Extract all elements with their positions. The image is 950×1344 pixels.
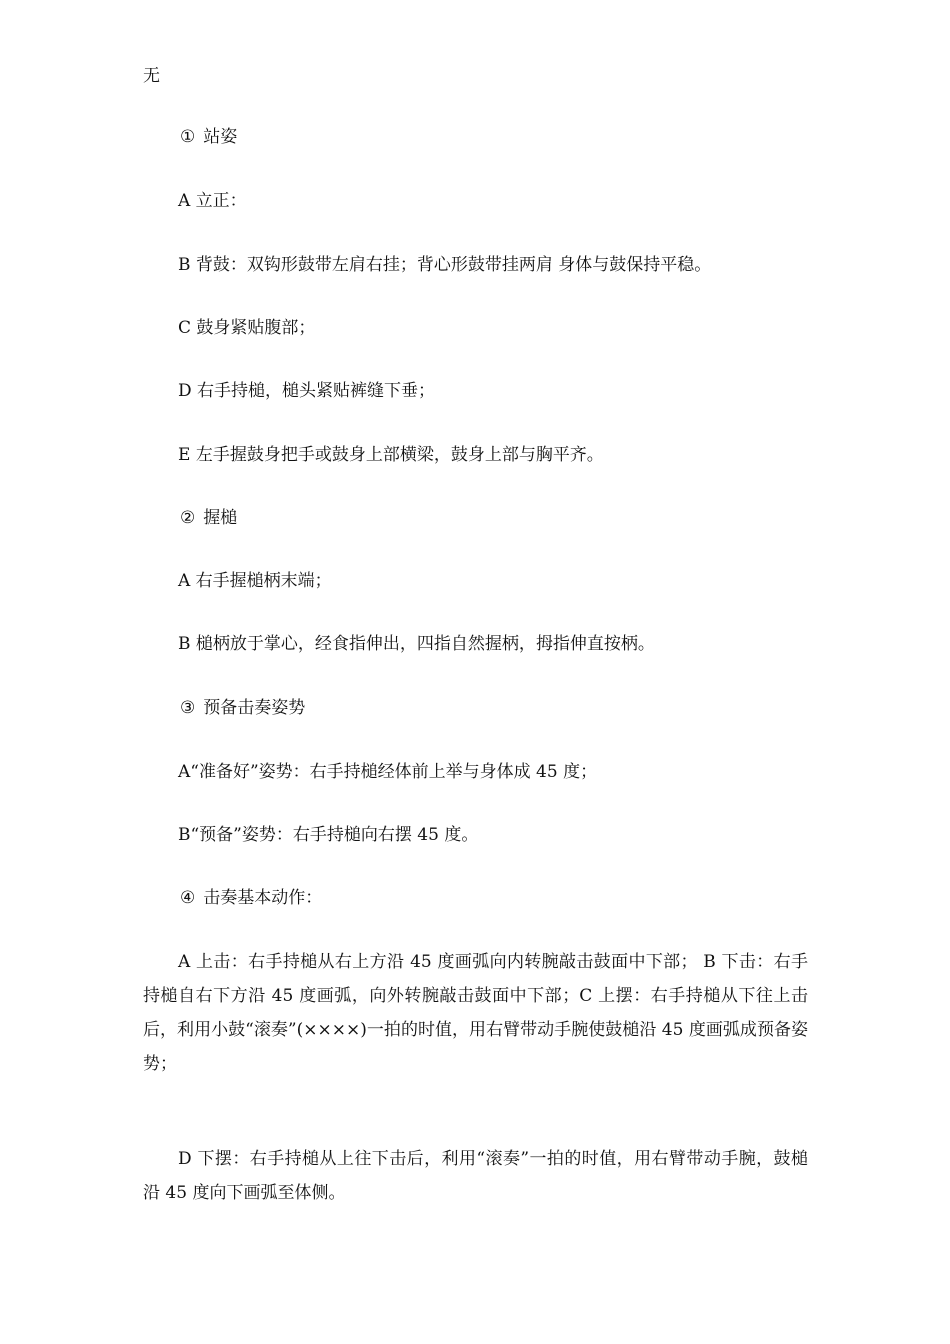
section-number: ②	[180, 508, 196, 528]
list-item: C 鼓身紧贴腹部；	[178, 318, 316, 338]
section-heading-stance	[180, 125, 237, 149]
section-title: 预备击奏姿势	[203, 698, 306, 718]
list-item: E 左手握鼓身把手或鼓身上部横梁，鼓身上部与胸平齐。	[178, 445, 604, 465]
section-title: 击奏基本动作：	[203, 888, 323, 908]
section-heading-ready-posture	[180, 696, 305, 720]
list-item: B 背鼓：双钩形鼓带左肩右挂；背心形鼓带挂两肩 身体与鼓保持平稳。	[178, 255, 712, 275]
paragraph: A 上击：右手持槌从右上方沿 45 度画弧向内转腕敲击鼓面中下部； B 下击：右手持槌自右下方沿 45 度画弧，向外转腕敲击鼓面中下部；C 上摆：右手持槌从下往上击后，利用小鼓“滚奏”(××××)一拍的时值，用右臂带动手腕使鼓槌沿 45 度画弧成预备姿势；	[143, 952, 808, 1074]
section-number: ①	[180, 127, 196, 147]
section-number: ③	[180, 698, 196, 718]
section-number: ④	[180, 888, 196, 908]
list-item: D 右手持槌，槌头紧贴裤缝下垂；	[178, 381, 436, 401]
section-heading-basic-actions	[180, 886, 322, 910]
list-item: B 槌柄放于掌心，经食指伸出，四指自然握柄，拇指伸直按柄。	[178, 634, 655, 654]
paragraph: D 下摆：右手持槌从上往下击后，利用“滚奏”一拍的时值，用右臂带动手腕，鼓槌沿 45 度向下画弧至体侧。	[143, 1149, 808, 1203]
section-heading-grip	[180, 506, 237, 530]
section-title: 握槌	[203, 508, 238, 528]
list-item: B“预备”姿势：右手持槌向右摆 45 度。	[178, 825, 479, 845]
list-item: A 立正：	[178, 191, 247, 211]
list-item: A 右手握槌柄末端；	[178, 571, 332, 591]
top-text: 无	[143, 66, 160, 86]
section-title: 站姿	[203, 127, 238, 147]
list-item: A“准备好”姿势：右手持槌经体前上举与身体成 45 度；	[178, 762, 598, 782]
